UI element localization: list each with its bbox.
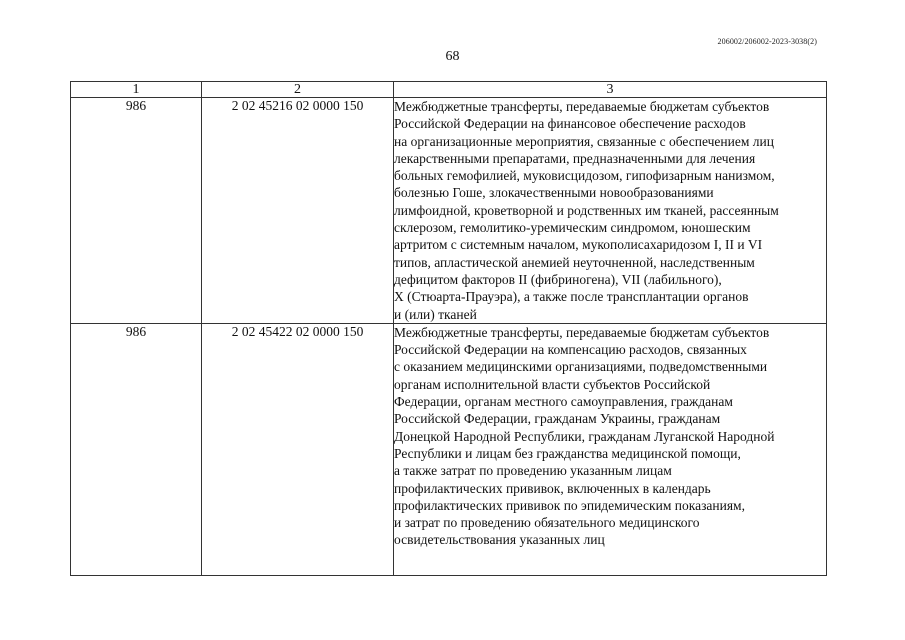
budget-classification-table [70, 81, 827, 576]
description-line: больных гемофилией, муковисцидозом, гипофизарным нанизмом, [394, 168, 775, 184]
admin-code-cell: 986 [71, 98, 202, 324]
description-line: профилактических прививок по эпидемическим показаниям, [394, 497, 745, 513]
kbk-code-cell: 2 02 45422 02 0000 150 [202, 323, 394, 575]
description-cell [394, 98, 827, 324]
description-line: а также затрат по проведению указанным лицам [394, 463, 672, 479]
description-line: органам исполнительной власти субъектов Российской [394, 376, 711, 392]
description-line: освидетельствования указанных лиц [394, 532, 605, 548]
description-line: дефицитом факторов II (фибриногена), VII (лабильного), [394, 271, 722, 287]
description-cell [394, 323, 827, 575]
admin-code-cell: 986 [71, 323, 202, 575]
description-line: болезнью Гоше, злокачественными новообразованиями [394, 185, 714, 201]
description-line: Республики и лицам без гражданства медицинской помощи, [394, 445, 741, 461]
column-header-1: 1 [71, 82, 202, 98]
table-row [71, 98, 827, 324]
kbk-code-cell: 2 02 45216 02 0000 150 [202, 98, 394, 324]
description-line: артритом с системным началом, мукополисахаридозом I, II и VI [394, 237, 763, 253]
description-line: с оказанием медицинскими организациями, подведомственными [394, 359, 768, 375]
table-row [71, 323, 827, 575]
description-line: типов, апластической анемией неуточненной, наследственным [394, 254, 755, 270]
description-line: и (или) тканей [394, 306, 477, 322]
description-line: склерозом, гемолитико-уремическим синдромом, юношеским [394, 220, 751, 236]
column-header-3: 3 [394, 82, 827, 98]
description-line: на организационные мероприятия, связанные с обеспечением лиц [394, 133, 774, 149]
description-line: X (Стюарта-Прауэра), а также после трансплантации органов [394, 289, 749, 305]
column-header-2: 2 [202, 82, 394, 98]
description-line: Межбюджетные трансферты, передаваемые бюджетам субъектов [394, 99, 770, 114]
description-line: Федерации, органам местного самоуправления, гражданам [394, 394, 733, 410]
table-header-row [71, 82, 827, 98]
page-number: 68 [445, 49, 460, 64]
description-line: профилактических прививок, включенных в календарь [394, 480, 711, 496]
description-line: Межбюджетные трансферты, передаваемые бюджетам субъектов [394, 324, 770, 340]
description-line: Российской Федерации на компенсацию расходов, связанных [394, 342, 747, 358]
description-line: Российской Федерации на финансовое обеспечение расходов [394, 116, 746, 132]
description-line: Донецкой Народной Республики, гражданам Луганской Народной [394, 428, 775, 444]
description-line: Российской Федерации, гражданам Украины, гражданам [394, 411, 721, 427]
description-line: лекарственными препаратами, предназначенными для лечения [394, 150, 756, 166]
description-line: лимфоидной, кроветворной и родственных им тканей, рассеянным [394, 202, 779, 218]
description-line: и затрат по проведению обязательного медицинского [394, 515, 700, 531]
document-code: 206002/206002-2023-3038(2) [717, 37, 817, 46]
